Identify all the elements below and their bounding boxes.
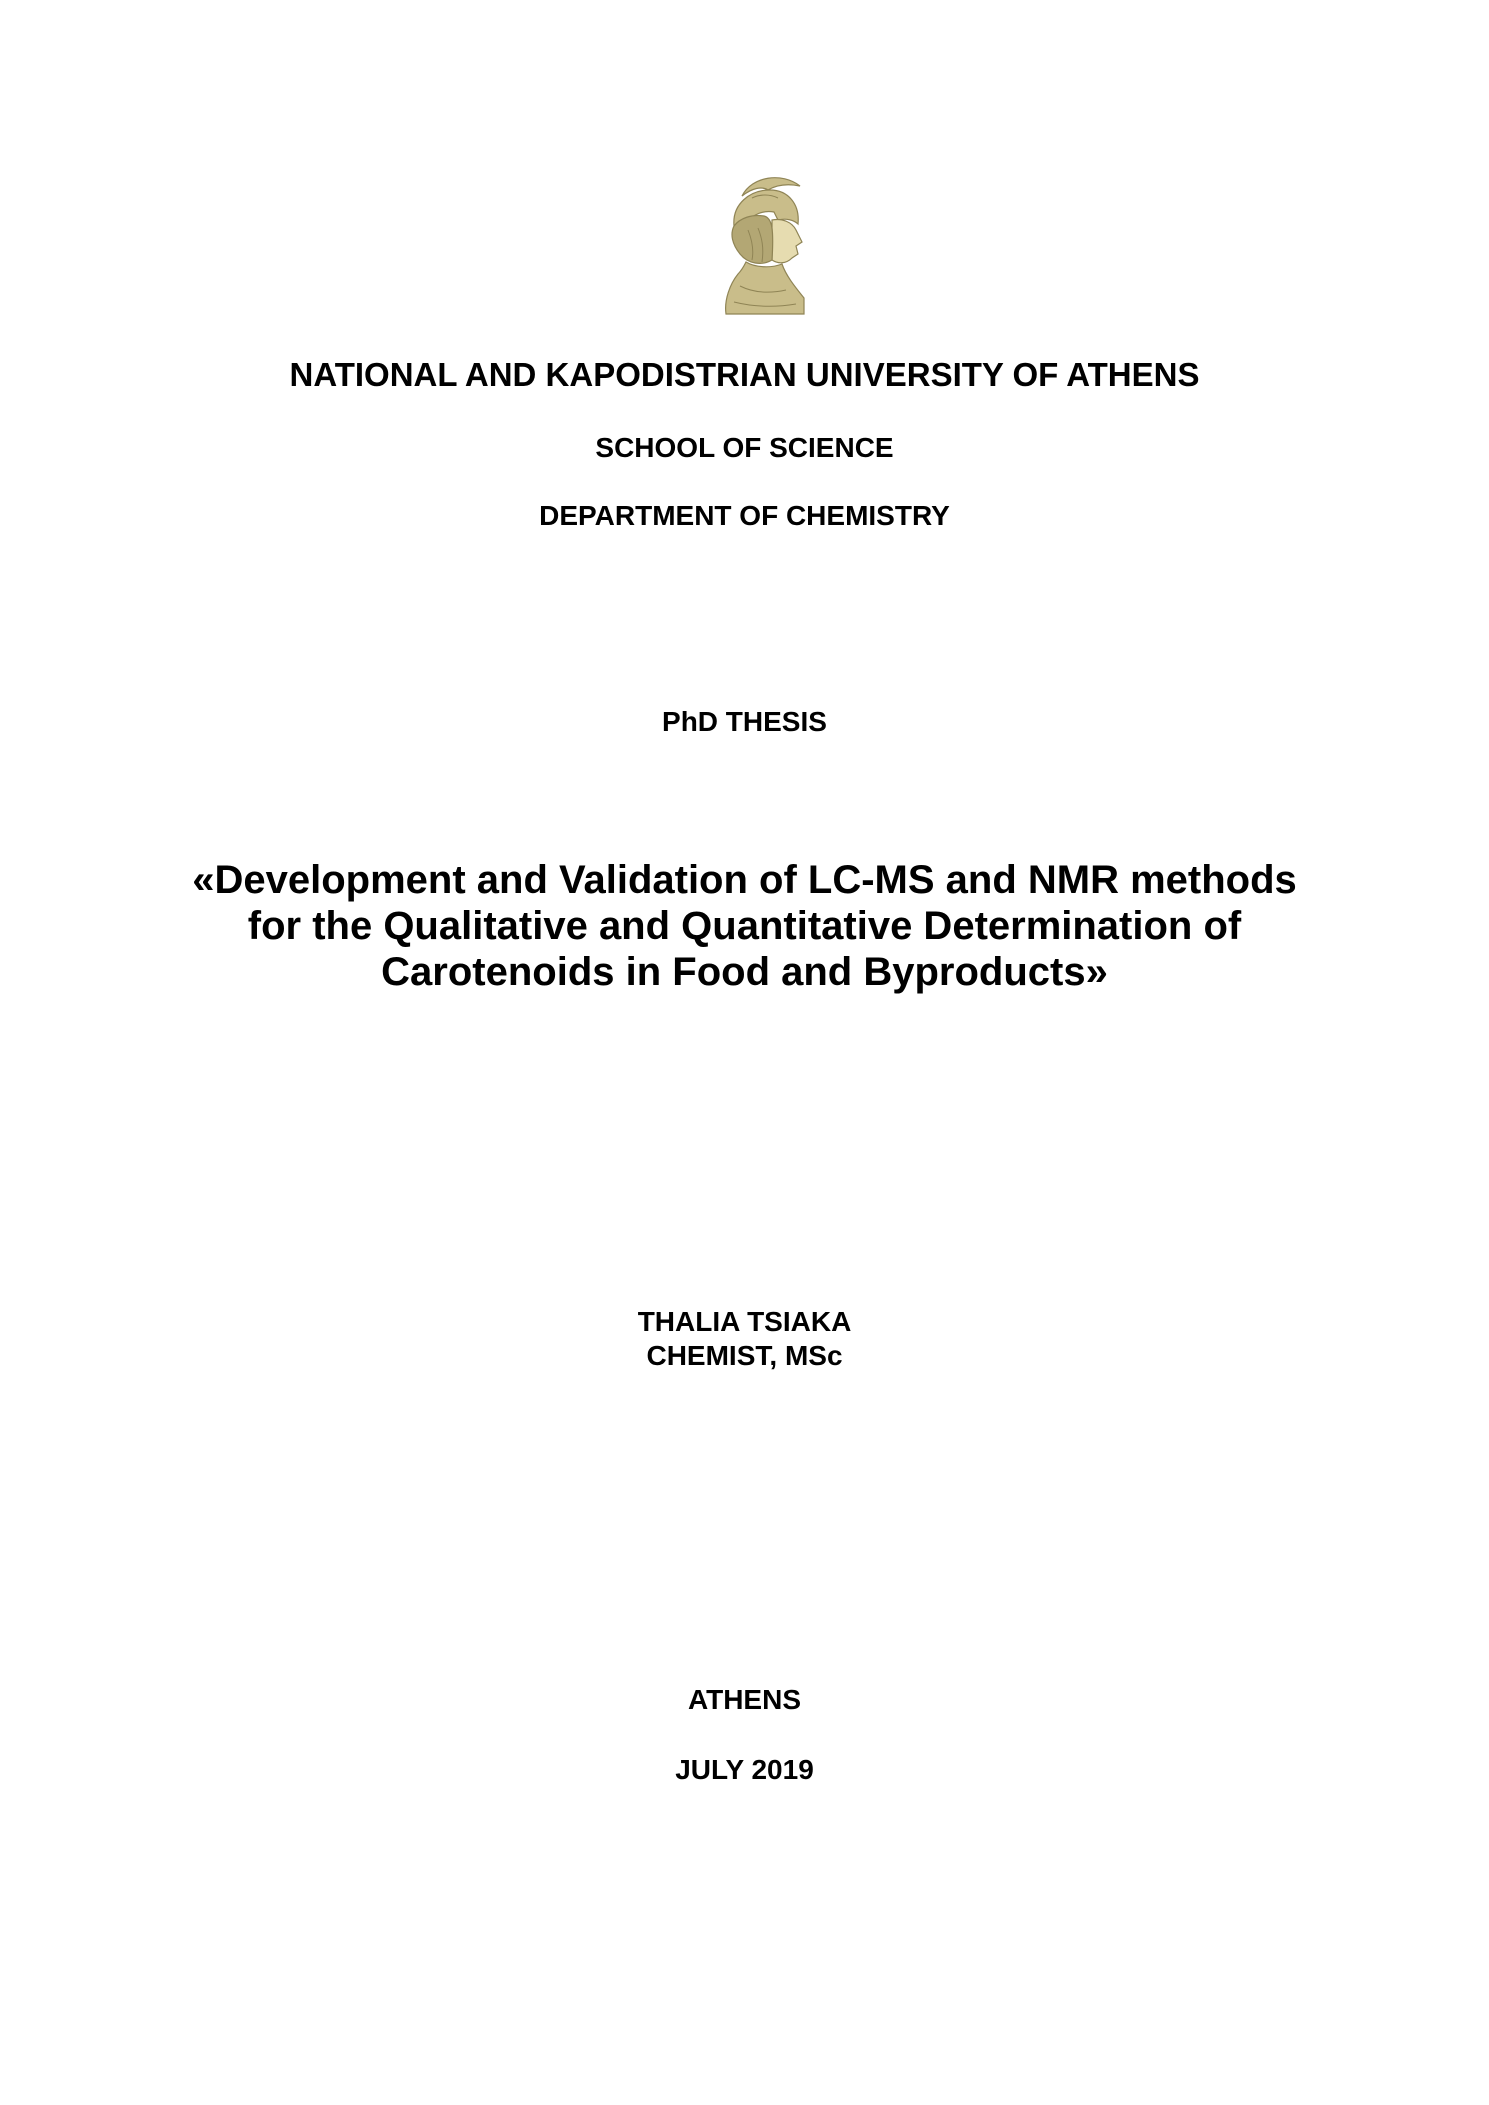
publication-date: JULY 2019: [675, 1754, 814, 1785]
author-name: THALIA TSIAKA: [637, 1306, 852, 1337]
face: [772, 219, 802, 262]
thesis-title-line: «Development and Validation of LC-MS and NMR methods: [192, 858, 1297, 902]
author-credential: CHEMIST, MSc: [646, 1340, 843, 1371]
thesis-title-line: Carotenoids in Food and Byproducts»: [381, 950, 1108, 994]
institution-name: NATIONAL AND KAPODISTRIAN UNIVERSITY OF ATHENS: [289, 356, 1200, 393]
document-type: PhD THESIS: [662, 706, 827, 737]
school-name: SCHOOL OF SCIENCE: [595, 432, 894, 463]
thesis-title-line: for the Qualitative and Quantitative Determination of: [247, 904, 1242, 948]
publication-city: ATHENS: [687, 1684, 802, 1715]
athena-emblem-icon: [712, 168, 812, 318]
thesis-title: [100, 857, 1389, 995]
department-name: DEPARTMENT OF CHEMISTRY: [539, 500, 950, 531]
